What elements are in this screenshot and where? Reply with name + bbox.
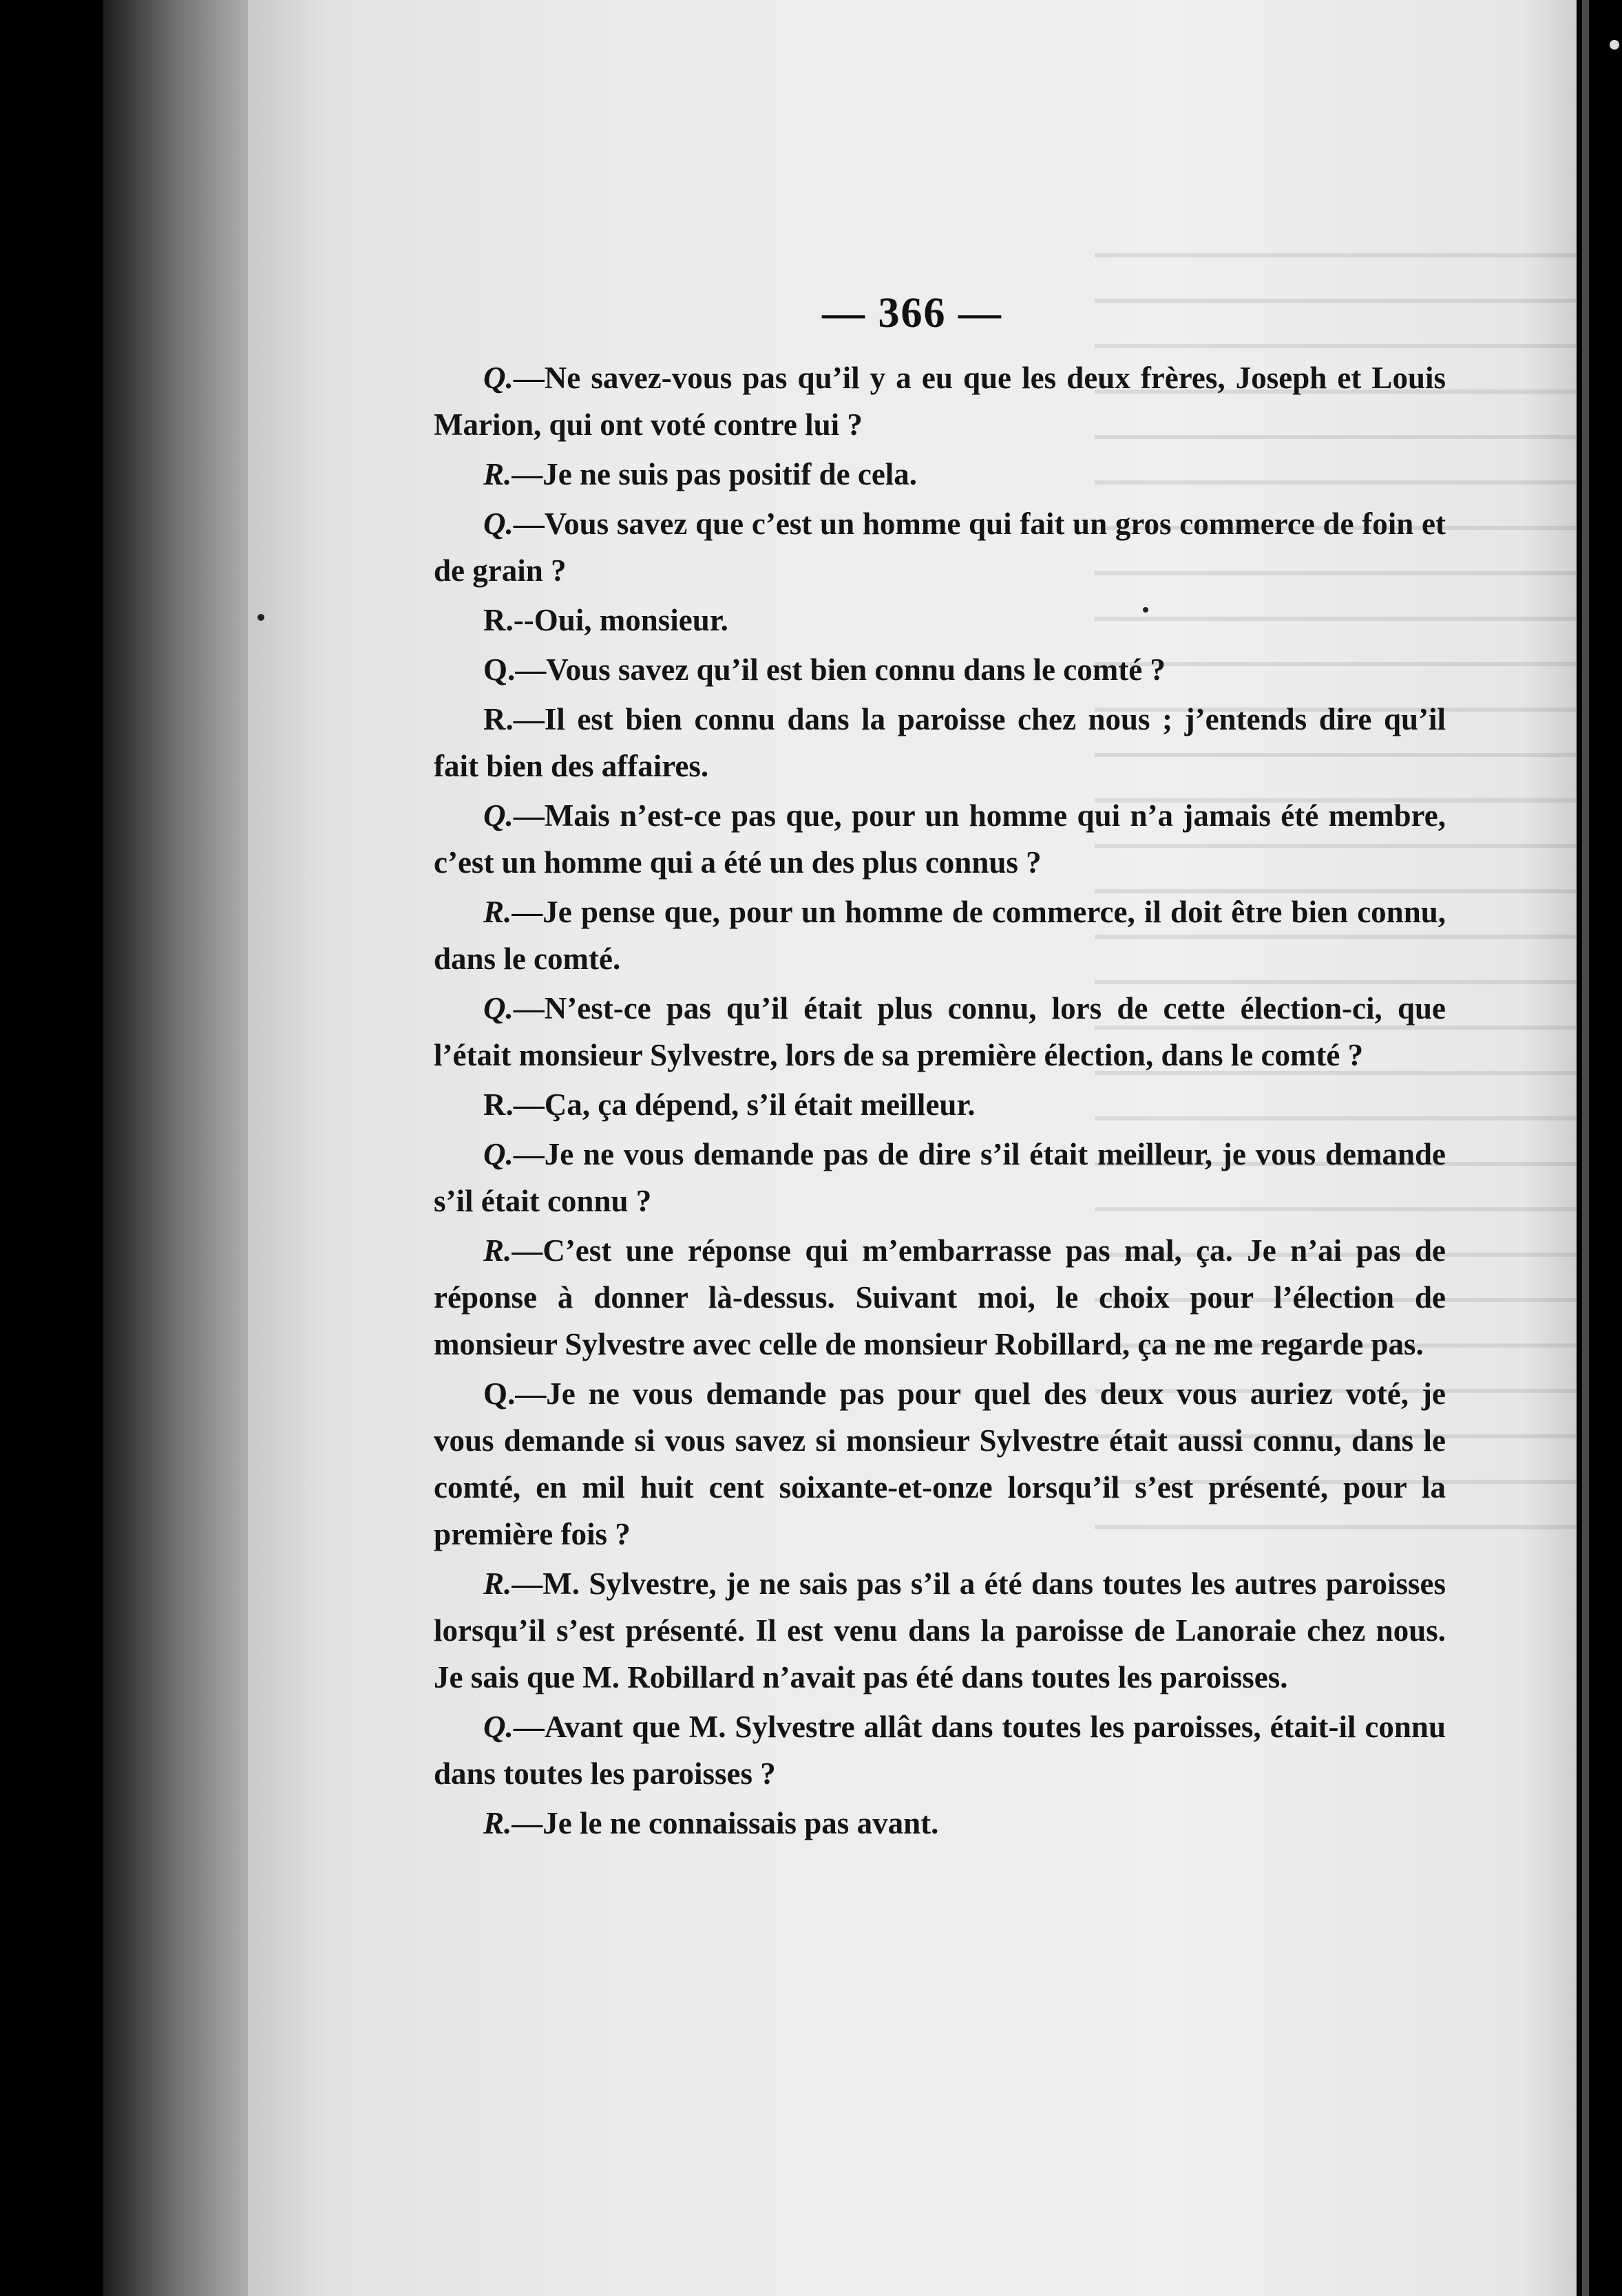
question-marker: Q.: [483, 652, 516, 687]
page-number: — 366 —: [822, 290, 1002, 337]
question-marker: Q.: [483, 361, 514, 395]
right-page-edge: [1577, 0, 1622, 2296]
answer-marker: R.: [483, 457, 512, 491]
answer-paragraph: [434, 451, 1446, 498]
book-binding-shadow: [103, 0, 262, 2296]
paragraph-text: —N’est-ce pas qu’il était plus connu, lors de cette élection-ci, que l’était monsieur Sylvestre, lors de sa première élection, dans le comté ?: [434, 991, 1446, 1072]
question-paragraph: [434, 792, 1446, 886]
adjacent-page-strip: [1582, 0, 1589, 2296]
paragraph-text: —Il est bien connu dans la paroisse chez nous ; j’entends dire qu’il fait bien des affaires.: [434, 702, 1446, 783]
question-paragraph: [434, 646, 1446, 693]
answer-marker: R.: [483, 1566, 512, 1601]
answer-paragraph: [434, 597, 1446, 644]
paragraph-text: —Je ne vous demande pas de dire s’il était meilleur, je vous demande s’il était connu ?: [434, 1137, 1446, 1218]
paragraph-text: —Ça, ça dépend, s’il était meilleur.: [513, 1087, 976, 1122]
paragraph-text: —Je ne vous demande pas pour quel des deux vous auriez voté, je vous demande si vous savez si monsieur Sylvestre était aussi connu, dans le comté, en mil huit cent soixante-et-onze lorsqu’il s’est présenté, pour la première fois ?: [434, 1376, 1446, 1551]
question-paragraph: [434, 1703, 1446, 1797]
question-marker: Q.: [483, 1137, 514, 1171]
paragraph-text: —Avant que M. Sylvestre allât dans toutes les paroisses, était-il connu dans toutes les paroisses ?: [434, 1710, 1446, 1791]
answer-paragraph: [434, 1560, 1446, 1701]
answer-paragraph: [434, 696, 1446, 789]
question-marker: Q.: [483, 991, 514, 1025]
answer-marker: R.: [483, 1806, 512, 1840]
question-paragraph: [434, 985, 1446, 1078]
question-paragraph: [434, 354, 1446, 448]
paragraph-text: —C’est une réponse qui m’embarrasse pas mal, ça. Je n’ai pas de réponse à donner là-dessus. Suivant moi, le choix pour l’élection de monsieur Sylvestre avec celle de monsieur Robillard, ça ne me regarde pas.: [434, 1233, 1446, 1361]
answer-marker: R.: [483, 895, 512, 929]
paragraph-text: —Vous savez qu’il est bien connu dans le comté ?: [515, 652, 1166, 687]
answer-paragraph: [434, 889, 1446, 982]
answer-paragraph: [434, 1081, 1446, 1128]
question-marker: Q.: [483, 507, 514, 541]
paragraph-text: --Oui, monsieur.: [513, 603, 728, 637]
paragraph-text: —Je le ne connaissais pas avant.: [512, 1806, 939, 1840]
question-paragraph: [434, 1131, 1446, 1224]
answer-paragraph: [434, 1800, 1446, 1847]
paragraph-text: —M. Sylvestre, je ne sais pas s’il a été dans toutes les autres paroisses lorsqu’il s’est présenté. Il est venu dans la paroisse de Lanoraie chez nous. Je sais que M. Robillard n’avait pas été dans toutes les paroisses.: [434, 1566, 1446, 1694]
question-paragraph: [434, 500, 1446, 594]
answer-marker: R.: [483, 1233, 512, 1268]
question-marker: Q.: [483, 798, 514, 833]
ink-speck: [1610, 40, 1619, 50]
paragraph-text: —Je ne suis pas positif de cela.: [512, 457, 918, 491]
question-marker: Q.: [483, 1710, 514, 1744]
paragraph-text: —Ne savez-vous pas qu’il y a eu que les deux frères, Joseph et Louis Marion, qui ont voté contre lui ?: [434, 361, 1446, 442]
answer-marker: R.: [483, 702, 514, 736]
answer-marker: R.: [483, 603, 514, 637]
paragraph-text: —Je pense que, pour un homme de commerce, il doit être bien connu, dans le comté.: [434, 895, 1446, 976]
question-marker: Q.: [483, 1376, 516, 1411]
paragraph-text: —Vous savez que c’est un homme qui fait un gros commerce de foin et de grain ?: [434, 507, 1446, 588]
question-paragraph: [434, 1370, 1446, 1558]
ink-speck: [257, 614, 264, 621]
paragraph-text: —Mais n’est-ce pas que, pour un homme qui n’a jamais été membre, c’est un homme qui a été un des plus connus ?: [434, 798, 1446, 880]
answer-marker: R.: [483, 1087, 514, 1122]
testimony-text: [434, 354, 1446, 1849]
answer-paragraph: [434, 1227, 1446, 1368]
